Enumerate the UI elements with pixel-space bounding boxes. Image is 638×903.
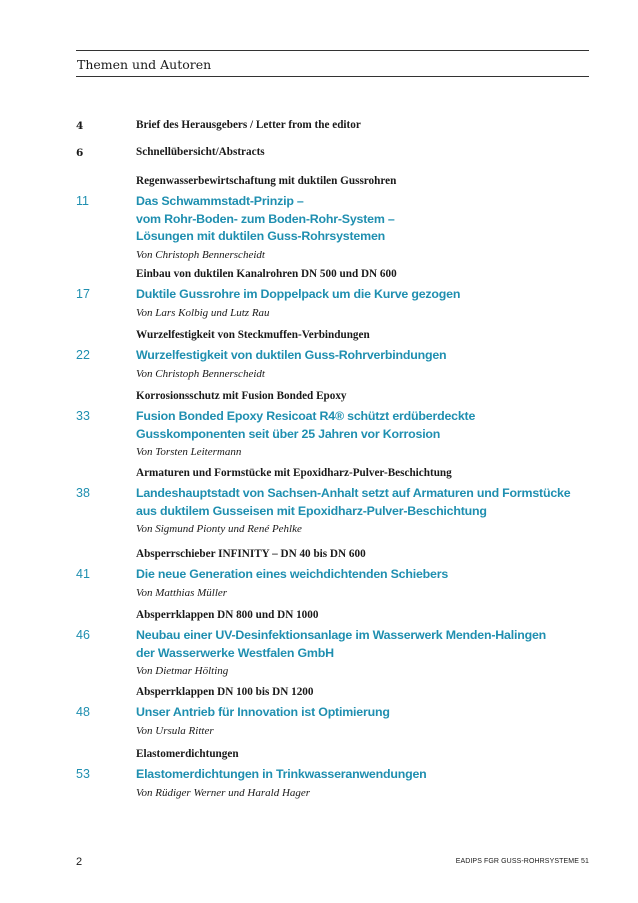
toc-title-line: Wurzelfestigkeit von duktilen Guss-Rohrverbindungen (136, 348, 447, 362)
toc-page-number: 38 (76, 486, 90, 500)
toc-author: Von Rüdiger Werner und Harald Hager (136, 786, 311, 799)
toc-page-number: 33 (76, 409, 90, 423)
page-number: 2 (76, 856, 83, 868)
toc-kicker: Absperrklappen DN 800 und DN 1000 (136, 609, 319, 621)
toc-title-line: Die neue Generation eines weichdichtenden Schiebers (136, 567, 449, 581)
toc-author: Von Matthias Müller (136, 586, 228, 599)
toc-entry-title: Schnellübersicht/Abstracts (136, 146, 265, 158)
page-title: Themen und Autoren (77, 57, 212, 72)
toc-kicker: Einbau von duktilen Kanalrohren DN 500 und DN 600 (136, 268, 397, 280)
toc-author: Von Sigmund Pionty und René Pehlke (136, 523, 302, 535)
toc-title-line: Lösungen mit duktilen Guss-Rohrsystemen (136, 229, 385, 243)
toc-title-line: Elastomerdichtungen in Trinkwasseranwendungen (136, 767, 427, 781)
toc-title-line: Gusskomponenten seit über 25 Jahren vor Korrosion (136, 426, 441, 441)
toc-kicker: Absperrschieber INFINITY – DN 40 bis DN 600 (136, 548, 366, 560)
toc-author: Von Dietmar Hölting (136, 665, 229, 677)
toc-title-line: Landeshauptstadt von Sachsen-Anhalt setzt auf Armaturen und Formstücke (136, 486, 571, 500)
toc-page-number: 22 (76, 348, 90, 362)
toc-entry-title: Brief des Herausgebers / Letter from the editor (136, 119, 361, 131)
toc-page-number: 48 (76, 705, 90, 719)
toc-title-line: aus duktilem Gusseisen mit Epoxidharz-Pulver-Beschichtung (136, 503, 487, 518)
publication-name: EADIPS FGR GUSS-ROHRSYSTEME 51 (455, 858, 589, 865)
header-rule-top (76, 50, 589, 51)
toc-author: Von Ursula Ritter (136, 724, 214, 737)
toc-page-number: 46 (76, 628, 90, 642)
toc-title-line: Neubau einer UV-Desinfektionsanlage im Wasserwerk Menden-Halingen (136, 628, 546, 642)
toc-title-line: Das Schwammstadt-Prinzip – (136, 194, 304, 208)
header-rule-bottom (76, 76, 589, 77)
toc-kicker: Regenwasserbewirtschaftung mit duktilen Gussrohren (136, 175, 397, 187)
toc-kicker: Absperrklappen DN 100 bis DN 1200 (136, 686, 314, 698)
toc-page-number: 53 (76, 767, 90, 781)
toc-kicker: Armaturen und Formstücke mit Epoxidharz-Pulver-Beschichtung (136, 467, 452, 479)
toc-page-number: 11 (76, 194, 89, 208)
toc-page-number: 4 (76, 120, 84, 132)
toc-author: Von Lars Kolbig und Lutz Rau (136, 306, 270, 319)
toc-title-line: Fusion Bonded Epoxy Resicoat R4® schützt erdüberdeckte (136, 409, 476, 423)
toc-kicker: Korrosionsschutz mit Fusion Bonded Epoxy (136, 390, 347, 402)
toc-author: Von Christoph Bennerscheidt (136, 248, 265, 261)
toc-page-number: 6 (76, 147, 84, 159)
toc-kicker: Elastomerdichtungen (136, 748, 239, 760)
toc-page-number: 17 (76, 287, 90, 301)
toc-title-line: Duktile Gussrohre im Doppelpack um die Kurve gezogen (136, 287, 461, 301)
toc-author: Von Torsten Leitermann (136, 446, 242, 458)
toc-title-line: der Wasserwerke Westfalen GmbH (136, 645, 334, 660)
toc-page-number: 41 (76, 567, 90, 581)
toc-title-line: vom Rohr-Boden- zum Boden-Rohr-System – (136, 211, 395, 226)
toc-kicker: Wurzelfestigkeit von Steckmuffen-Verbindungen (136, 329, 370, 341)
toc-author: Von Christoph Bennerscheidt (136, 367, 265, 380)
toc-title-line: Unser Antrieb für Innovation ist Optimierung (136, 705, 390, 719)
